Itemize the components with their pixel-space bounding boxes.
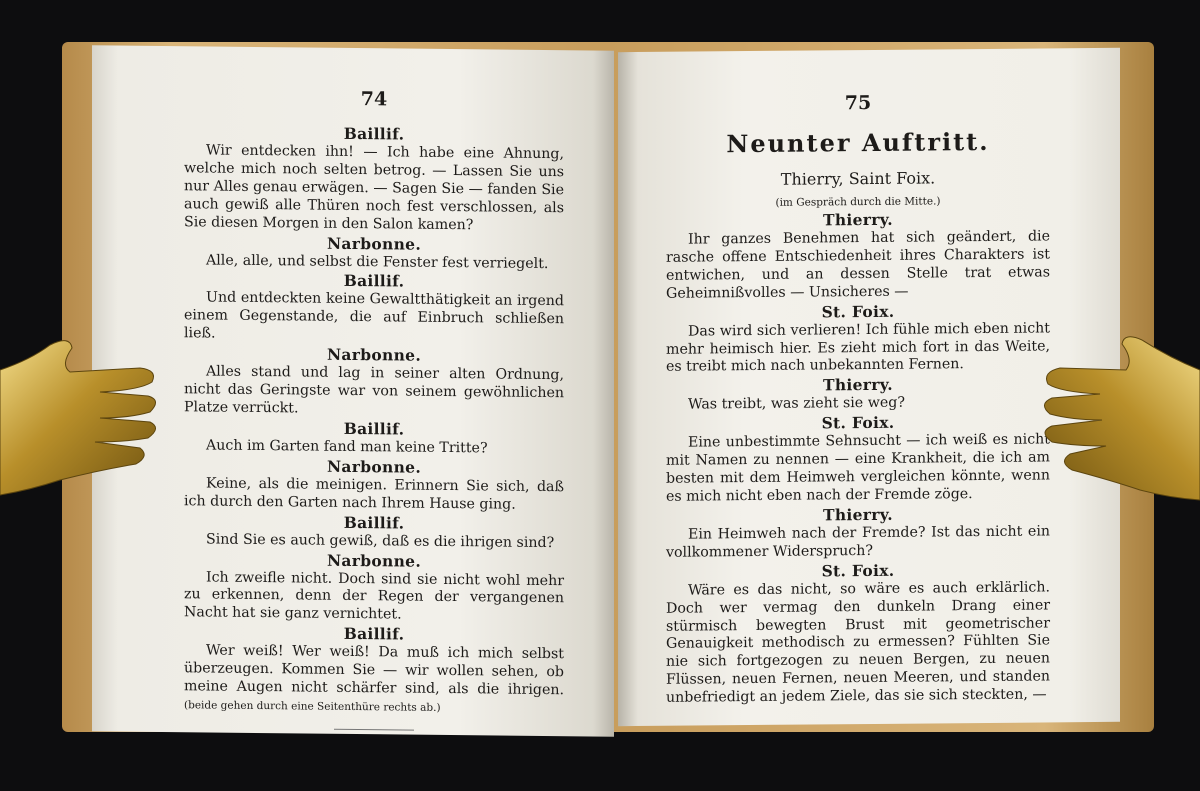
speaker-name: Baillif. xyxy=(343,624,405,644)
dialogue-text: Und entdeckten keine Gewaltthätigkeit an irgend einem Gegenstande, die auf Einbruch schließen ließ. xyxy=(184,289,564,342)
dialogue-line xyxy=(184,290,564,348)
dialogue-line xyxy=(184,142,564,236)
speaker-name: St. Foix. xyxy=(821,413,895,433)
speaker-name: Baillif. xyxy=(343,271,405,291)
dialogue-text: Ihr ganzes Benehmen hat sich geändert, die rasche offene Entschiedenheit ihres Charakters ist entwichen, und an dessen Stelle trat etwas Geheimnißvolles — Unsicheres — xyxy=(666,228,1050,302)
stage-direction: (im Gespräch durch die Mitte.) xyxy=(775,195,941,209)
dialogue-text: Auch im Garten fand man keine Tritte? xyxy=(206,437,488,457)
page-number-left: 74 xyxy=(360,88,388,111)
dialogue-text: Was treibt, was zieht sie weg? xyxy=(688,395,905,413)
speaker-name: Thierry. xyxy=(823,504,893,525)
speaker-name: Thierry. xyxy=(823,375,893,395)
right-page-text xyxy=(666,208,1050,707)
dialogue-text: Eine unbestimmte Sehnsucht — ich weiß es nicht mit Namen zu nennen — eine Krankheit, die ich am besten mit dem Heimweh vergleichen könnte, wenn es mich nicht eben nach der Fremde zöge. xyxy=(666,431,1050,505)
end-rule xyxy=(334,729,414,731)
speaker-name: Baillif. xyxy=(343,512,405,533)
left-page xyxy=(92,45,614,736)
scene-title: Neunter Auftritt. xyxy=(726,126,990,159)
dialogue-line xyxy=(184,363,564,421)
dialogue-line xyxy=(666,320,1050,377)
dialogue-line xyxy=(666,579,1050,708)
dialogue-text: Wer weiß! Wer weiß! Da muß ich mich selbst überzeugen. Kommen Sie — wir wollen sehen, ob meine Augen nicht schärfer sind, als die ihrigen. xyxy=(184,642,564,699)
dialogue-text: Alles stand und lag in seiner alten Ordnung, nicht das Geringste war von seinem gewöhnlichen Platze verrückt. xyxy=(184,363,564,417)
left-brass-hand xyxy=(0,330,170,510)
speaker-name: Narbonne. xyxy=(326,233,422,254)
dialogue-line xyxy=(666,523,1050,562)
dialogue-line xyxy=(184,475,564,515)
speaker-name: Narbonne. xyxy=(326,550,422,571)
scene-characters: Thierry, Saint Foix. xyxy=(780,168,936,189)
stage-note: (beide gehen durch eine Seitenthüre rechts ab.) xyxy=(184,699,441,714)
speaker-name: St. Foix. xyxy=(821,560,895,581)
speaker-name: Thierry. xyxy=(823,209,893,230)
speaker-name: Narbonne. xyxy=(326,344,422,365)
dialogue-text: Wäre es das nicht, so wäre es auch erklärlich. Doch wer vermag den dunkeln Drang einer stürmisch bewegten Brust mit geometrischer Genauigkeit methodisch zu ermessen? Fühlten Sie nie sich fortgezogen zu neuen Bergen, zu neuen Flüssen, neuen Fernen, neuen Meeren, und standen unbefriedigt an jedem Ziele, das sie sich steckten, — xyxy=(666,579,1050,706)
dialogue-line xyxy=(184,569,564,627)
speaker-name: Baillif. xyxy=(343,123,405,144)
dialogue-line xyxy=(184,642,564,719)
left-page-text xyxy=(184,122,564,719)
dialogue-text: Ich zweifle nicht. Doch sind sie nicht wohl mehr zu erkennen, denn der Regen der vergangenen Nacht hat sie ganz vernichtet. xyxy=(184,568,564,623)
dialogue-text: Alle, alle, und selbst die Fenster fest verriegelt. xyxy=(206,251,549,272)
page-number-right: 75 xyxy=(844,91,872,115)
speaker-name: St. Foix. xyxy=(821,301,895,322)
dialogue-line xyxy=(666,228,1050,303)
dialogue-text: Ein Heimweh nach der Fremde? Ist das nicht ein vollkommener Widerspruch? xyxy=(666,523,1050,561)
dialogue-line xyxy=(666,432,1050,507)
dialogue-text: Das wird sich verlieren! Ich fühle mich eben nicht mehr heimisch hier. Es zieht mich fort in das Weite, es treibt mich nach unbekannten Fernen. xyxy=(666,320,1050,376)
dialogue-text: Sind Sie es auch gewiß, daß es die ihrigen sind? xyxy=(206,531,555,551)
dialogue-text: Keine, als die meinigen. Erinnern Sie sich, daß ich durch den Garten nach Ihrem Hause ging. xyxy=(184,475,564,513)
speaker-name: Narbonne. xyxy=(326,456,422,477)
speaker-name: Baillif. xyxy=(343,418,405,439)
dialogue-text: Wir entdecken ihn! — Ich habe eine Ahnung, welche mich noch selten betrog. — Lassen Sie uns nur Alles genau erwägen. — Sagen Sie — fanden Sie auch gewiß alle Thüren noch fest verschlossen, als Sie diesen Morgen in den Salon kamen? xyxy=(184,142,564,233)
right-brass-hand xyxy=(1030,330,1200,510)
